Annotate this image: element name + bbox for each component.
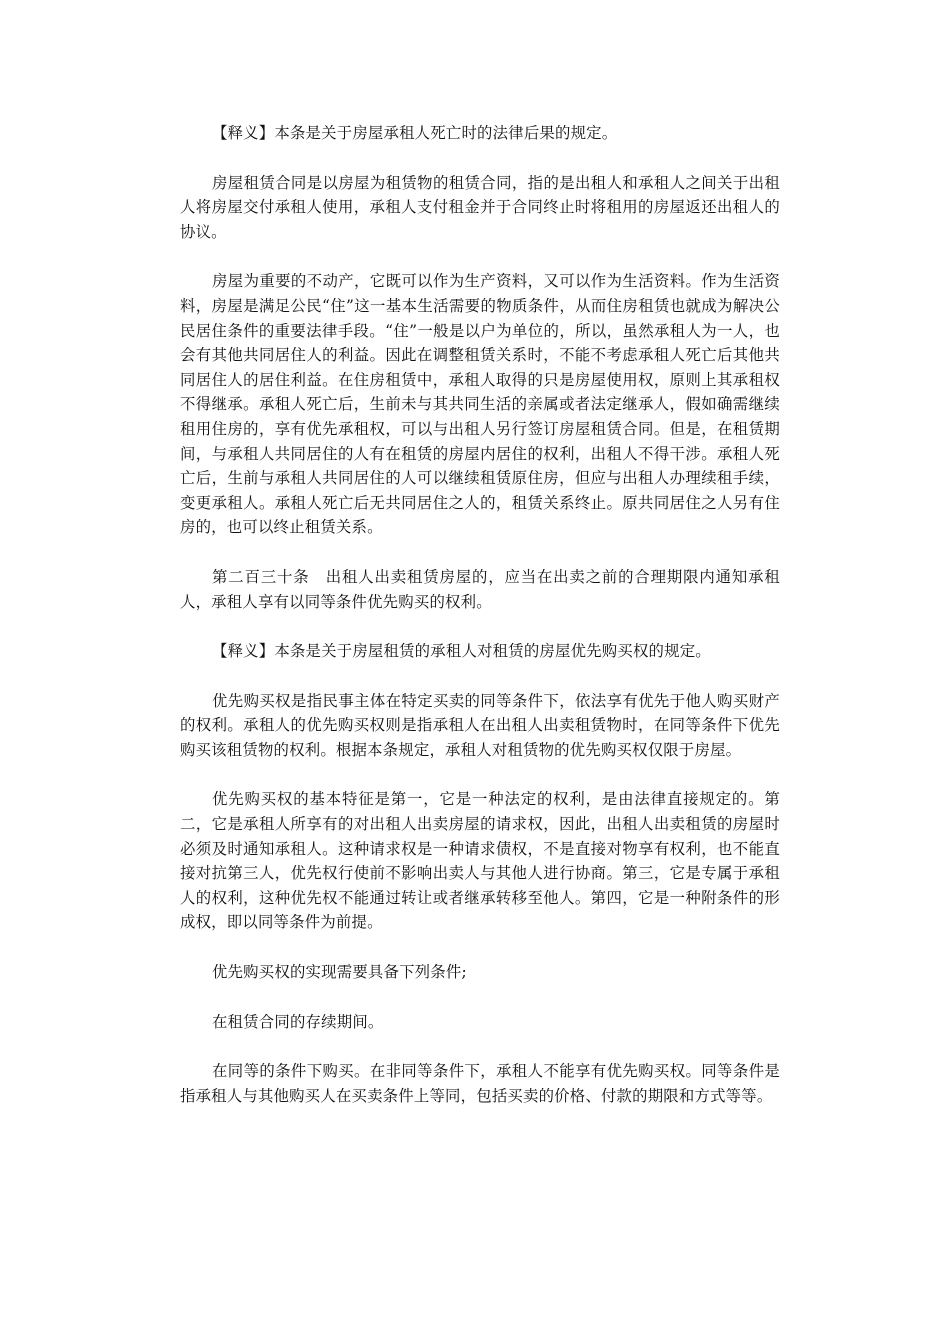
paragraph: 优先购买权是指民事主体在特定买卖的同等条件下，依法享有优先于他人购买财产的权利。承租人的优先购买权则是指承租人在出租人出卖租赁物时，在同等条件下优先购买该租赁物的权利。根据本条规定，承租人对租赁物的优先购买权仅限于房屋。 (180, 691, 780, 759)
paragraph: 房屋为重要的不动产，它既可以作为生产资料，又可以作为生活资料。作为生活资料，房屋是满足公民“住”这一基本生活需要的物质条件，从而住房租赁也就成为解决公民居住条件的重要法律手段。“住”一般是以户为单位的，所以，虽然承租人为一人，也会有其他共同居住人的利益。因此在调整租赁关系时，不能不考虑承租人死亡后其他共同居住人的居住利益。在住房租赁中，承租人取得的只是房屋使用权，原则上其承租权不得继承。承租人死亡后，生前未与其共同生活的亲属或者法定继承人，假如确需继续租用住房的，享有优先承租权，可以与出租人另行签订房屋租赁合同。但是，在租赁期间，与承租人共同居住的人有在租赁的房屋内居住的权利，出租人不得干涉。承租人死亡后，生前与承租人共同居住的人可以继续租赁原住房，但应与出租人办理续租手续，变更承租人。承租人死亡后无共同居住之人的，租赁关系终止。原共同居住之人另有住房的，也可以终止租赁关系。 (180, 272, 780, 537)
paragraph: 【释义】本条是关于房屋承租人死亡时的法律后果的规定。 (212, 124, 618, 142)
paragraph: 优先购买权的基本特征是第一，它是一种法定的权利，是由法律直接规定的。第二，它是承租人所享有的对出租人出卖房屋的请求权，因此，出租人出卖租赁的房屋时必须及时通知承租人。这种请求权是一种请求债权，不是直接对物享有权利，也不能直接对抗第三人，优先权行使前不影响出卖人与其他人进行协商。第三，它是专属于承租人的权利，这种优先权不能通过转让或者继承转移至他人。第四，它是一种附条件的形成权，即以同等条件为前提。 (180, 790, 780, 932)
paragraph: 【释义】本条是关于房屋租赁的承租人对租赁的房屋优先购买权的规定。 (212, 642, 711, 661)
article-heading-paragraph: 第二百三十条 出租人出卖租赁房屋的，应当在出卖之前的合理期限内通知承租人，承租人享有以同等条件优先购买的权利。 (180, 567, 780, 611)
paragraph: 在租赁合同的存续期间。 (212, 1012, 384, 1031)
paragraph: 房屋租赁合同是以房屋为租赁物的租赁合同，指的是出租人和承租人之间关于出租人将房屋交付承租人使用，承租人支付租金并于合同终止时将租用的房屋返还出租人的协议。 (180, 173, 780, 241)
paragraph: 在同等的条件下购买。在非同等条件下，承租人不能享有优先购买权。同等条件是指承租人与其他购买人在买卖条件上等同，包括买卖的价格、付款的期限和方式等等。 (180, 1062, 780, 1105)
document-body (180, 121, 780, 1133)
paragraph: 优先购买权的实现需要具备下列条件; (212, 963, 467, 982)
